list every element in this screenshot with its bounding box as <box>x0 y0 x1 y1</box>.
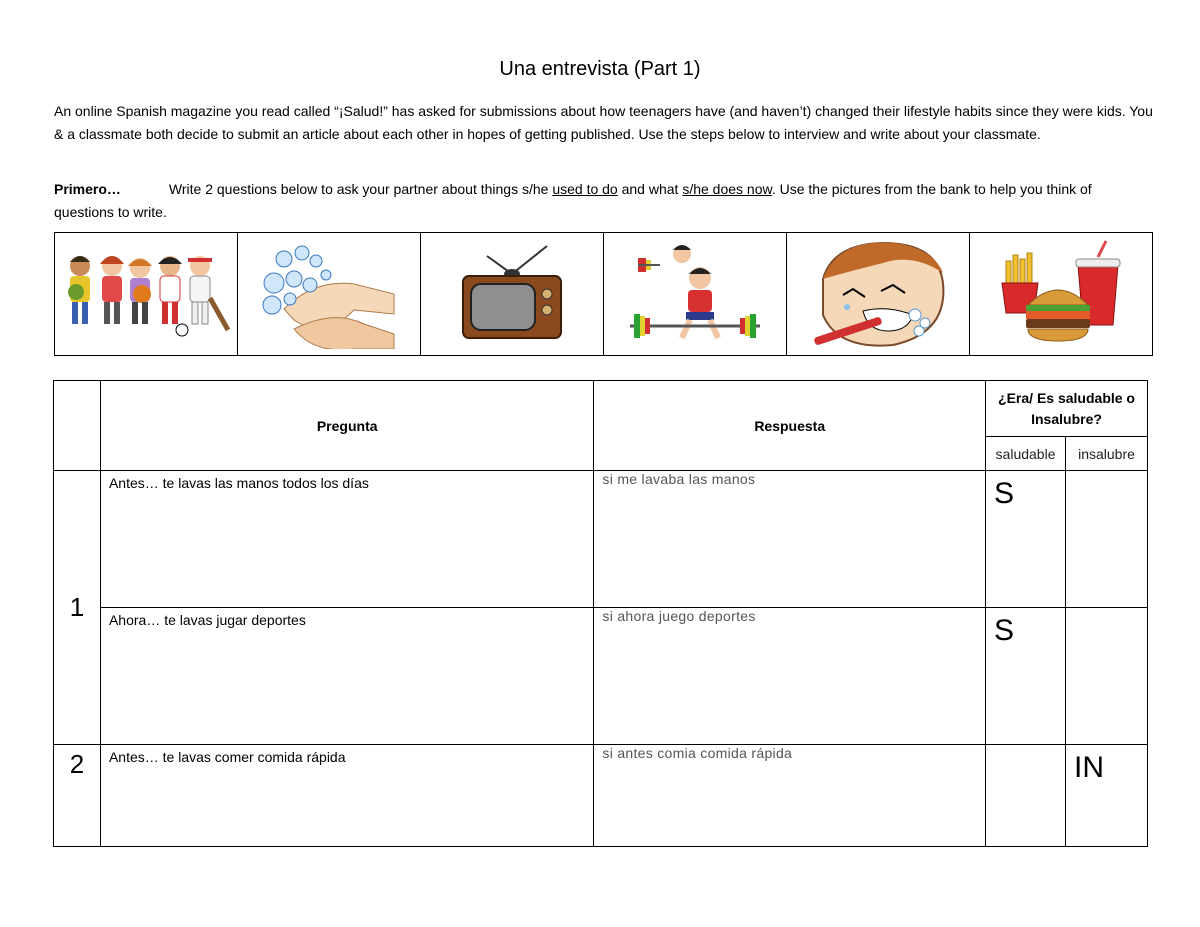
step-text-1: Write 2 questions below to ask your partner about things s/he <box>168 181 553 197</box>
saludable-cell[interactable]: S <box>986 608 1066 745</box>
fast-food-image <box>996 239 1126 349</box>
brushing-teeth-image <box>803 239 953 349</box>
bank-cell-weights <box>604 233 787 355</box>
kids-sports-image <box>60 248 232 340</box>
respuesta-text: si antes comia comida rápida <box>594 745 800 761</box>
picture-bank <box>54 232 1153 356</box>
saludable-cell[interactable]: S <box>986 471 1066 608</box>
bank-cell-kids <box>55 233 238 355</box>
respuesta-cell[interactable] <box>594 471 986 608</box>
respuesta-text: si ahora juego deportes <box>594 608 763 624</box>
step-label: Primero… <box>54 181 121 197</box>
pregunta-cell[interactable]: Ahora… te lavas jugar deportes <box>100 608 593 745</box>
insalubre-cell[interactable] <box>1066 608 1148 745</box>
respuesta-cell[interactable] <box>594 608 986 745</box>
washing-hands-image <box>254 239 404 349</box>
television-image <box>457 244 567 344</box>
question-number: 1 <box>54 471 101 745</box>
bank-cell-tv <box>421 233 604 355</box>
header-insalubre: insalubre <box>1066 437 1148 471</box>
table-row <box>54 471 1148 608</box>
header-health: ¿Era/ Es saludable o Insalubre? <box>986 381 1148 437</box>
intro-paragraph: An online Spanish magazine you read called “¡Salud!” has asked for submissions about how teenagers have (and haven’t) changed their lifestyle habits since they were kids. You & a classmate both decide to submit an article about each other in hopes of getting published. Use the steps below to interview and write about your classmate. <box>54 103 1153 142</box>
header-pregunta: Pregunta <box>100 381 593 471</box>
step-text-2: and what <box>617 181 683 197</box>
saludable-cell[interactable] <box>986 745 1066 847</box>
insalubre-cell[interactable] <box>1066 471 1148 608</box>
bank-cell-hands <box>238 233 421 355</box>
bank-cell-teeth <box>787 233 970 355</box>
header-respuesta: Respuesta <box>594 381 986 471</box>
bank-cell-food <box>970 233 1152 355</box>
table-row <box>54 745 1148 847</box>
table-row <box>54 608 1148 745</box>
insalubre-cell[interactable]: IN <box>1066 745 1148 847</box>
weightlifter-image <box>620 244 770 344</box>
step-text-3: . Use the pictures from the bank to help you think of questions to write. <box>54 181 1092 220</box>
step-underline-1: used to do <box>552 181 618 197</box>
header-number <box>54 381 101 471</box>
step-underline-2: s/he does now <box>682 181 772 197</box>
pregunta-cell[interactable]: Antes… te lavas comer comida rápida <box>100 745 593 847</box>
respuesta-cell[interactable] <box>594 745 986 847</box>
header-saludable: saludable <box>986 437 1066 471</box>
pregunta-cell[interactable]: Antes… te lavas las manos todos los días <box>100 471 593 608</box>
respuesta-text: si me lavaba las manos <box>594 471 763 487</box>
step-instructions <box>54 178 1154 223</box>
question-number: 2 <box>54 745 101 847</box>
interview-table <box>53 380 1148 847</box>
page-title: Una entrevista (Part 1) <box>499 58 701 80</box>
